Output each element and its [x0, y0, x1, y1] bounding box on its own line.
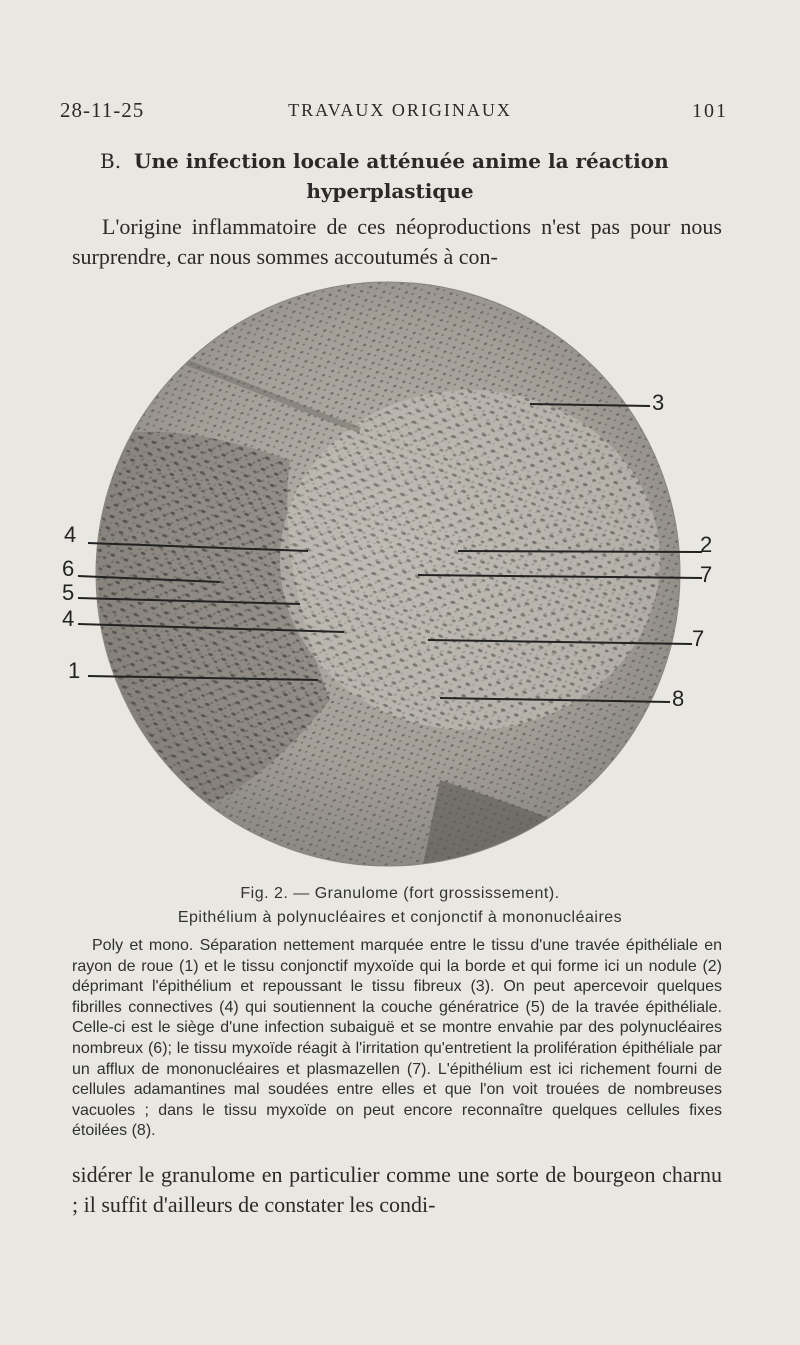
figure	[0, 280, 800, 880]
page-number: 101	[692, 100, 728, 122]
figure-label-4a: 4	[64, 522, 77, 547]
figure-label-3: 3	[652, 390, 665, 415]
section-label: B.	[100, 149, 122, 173]
figure-label-7b: 7	[692, 626, 705, 651]
figure-label-2: 2	[700, 532, 713, 557]
running-header-title: TRAVAUX ORIGINAUX	[288, 100, 512, 120]
figure-label-8: 8	[672, 686, 685, 711]
micrograph-figure	[0, 280, 800, 880]
figure-label-1: 1	[68, 658, 81, 683]
figure-label-7a: 7	[700, 562, 713, 587]
figure-caption-subtitle: Epithélium à polynucléaires et conjonctif à mononucléaires	[177, 909, 623, 926]
continuation-paragraph: sidérer le granulome en particulier comme une sorte de bourgeon charnu ; il suffit d'ailleurs de constater les condi-	[72, 1162, 722, 1217]
figure-label-4b: 4	[62, 606, 75, 631]
section-title-line1: Une infection locale atténuée anime la réaction	[134, 149, 669, 173]
header-date: 28-11-25	[60, 98, 145, 122]
section-title-line2: hyperplastique	[306, 179, 474, 203]
intro-paragraph: L'origine inflammatoire de ces néoproductions n'est pas pour nous surprendre, car nous sommes accoutumés à con-	[72, 214, 722, 269]
section-heading	[100, 146, 720, 206]
figure-legend	[72, 936, 722, 1142]
figure-caption-title: Fig. 2. — Granulome (fort grossissement).	[240, 885, 560, 902]
figure-label-5: 5	[62, 580, 75, 605]
figure-legend-text: Poly et mono. Séparation nettement marquée entre le tissu d'une travée épithéliale en rayon de roue (1) et le tissu conjonctif myxoïde qui la borde et qui forme ici un nodule (2) déprimant l'épithélium et repoussant le tissu fibreux (3). On peut apercevoir quelques fibrilles connectives (4) qui soutiennent la couche génératrice (5) de la travée épithéliale. Celle-ci est le siège d'une infection subaiguë et se montre envahie par des polynucléaires nombreux (6); le tissu myxoïde réagit à l'irritation qu'entretient la prolifération épithéliale par un afflux de mononucléaires et plasmazellen (7). L'épithélium est ici richement fourni de cellules adamantines mal soudées entre elles et que l'on voit trouées de nombreuses vacuoles ; dans le tissu myxoïde on peut encore reconnaître quelques cellules fixes étoilées (8).	[72, 937, 722, 1140]
figure-label-6: 6	[62, 556, 75, 581]
